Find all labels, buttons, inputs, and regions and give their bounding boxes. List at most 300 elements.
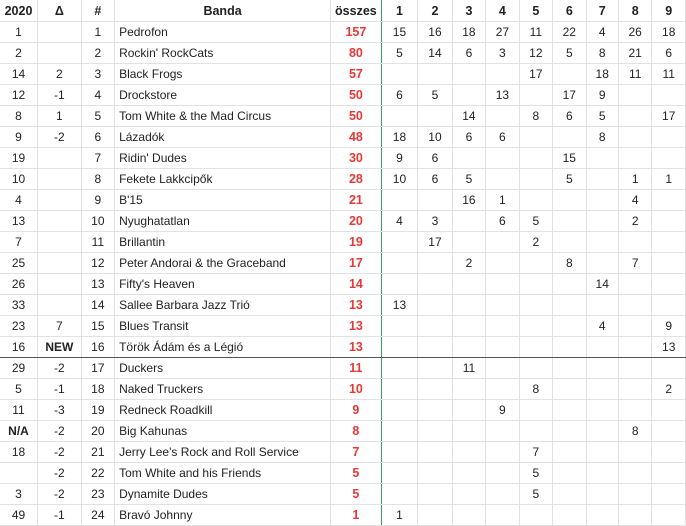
cell-round-9[interactable]: 9: [652, 316, 686, 337]
cell-total[interactable]: 5: [331, 484, 382, 505]
col-header-round-2[interactable]: 2: [418, 0, 452, 22]
cell-round-4[interactable]: [486, 274, 519, 295]
cell-round-9[interactable]: [652, 190, 686, 211]
cell-round-5[interactable]: 5: [519, 484, 552, 505]
cell-rank[interactable]: 24: [81, 505, 114, 526]
cell-round-1[interactable]: 9: [381, 148, 418, 169]
cell-round-5[interactable]: [519, 505, 552, 526]
cell-round-8[interactable]: [618, 358, 651, 379]
cell-round-9[interactable]: [652, 127, 686, 148]
cell-round-4[interactable]: [486, 295, 519, 316]
cell-round-5[interactable]: 17: [519, 64, 552, 85]
cell-round-9[interactable]: 18: [652, 22, 686, 43]
cell-round-4[interactable]: [486, 484, 519, 505]
cell-band[interactable]: B'15: [115, 190, 331, 211]
cell-round-7[interactable]: [586, 148, 618, 169]
cell-round-4[interactable]: [486, 253, 519, 274]
col-header-round-8[interactable]: 8: [618, 0, 651, 22]
cell-total[interactable]: 50: [331, 106, 382, 127]
cell-round-5[interactable]: 5: [519, 211, 552, 232]
cell-delta[interactable]: [38, 148, 82, 169]
cell-round-5[interactable]: [519, 253, 552, 274]
cell-round-9[interactable]: [652, 400, 686, 421]
cell-2020[interactable]: 12: [0, 85, 38, 106]
cell-round-3[interactable]: 6: [452, 43, 485, 64]
cell-2020[interactable]: 2: [0, 43, 38, 64]
cell-round-7[interactable]: [586, 484, 618, 505]
cell-band[interactable]: Tom White and his Friends: [115, 463, 331, 484]
cell-round-7[interactable]: [586, 379, 618, 400]
cell-2020[interactable]: 11: [0, 400, 38, 421]
cell-round-3[interactable]: 2: [452, 253, 485, 274]
cell-round-1[interactable]: 18: [381, 127, 418, 148]
cell-round-9[interactable]: 11: [652, 64, 686, 85]
cell-total[interactable]: 50: [331, 85, 382, 106]
cell-total[interactable]: 21: [331, 190, 382, 211]
cell-2020[interactable]: 29: [0, 358, 38, 379]
cell-rank[interactable]: 4: [81, 85, 114, 106]
cell-band[interactable]: Duckers: [115, 358, 331, 379]
cell-rank[interactable]: 9: [81, 190, 114, 211]
cell-round-5[interactable]: [519, 148, 552, 169]
cell-round-5[interactable]: 11: [519, 22, 552, 43]
cell-round-6[interactable]: [553, 232, 586, 253]
cell-round-9[interactable]: 17: [652, 106, 686, 127]
cell-band[interactable]: Ridin' Dudes: [115, 148, 331, 169]
cell-total[interactable]: 57: [331, 64, 382, 85]
cell-total[interactable]: 28: [331, 169, 382, 190]
cell-round-6[interactable]: [553, 337, 586, 358]
cell-round-6[interactable]: [553, 64, 586, 85]
cell-delta[interactable]: -2: [38, 484, 82, 505]
cell-band[interactable]: Blues Transit: [115, 316, 331, 337]
cell-delta[interactable]: -2: [38, 421, 82, 442]
cell-band[interactable]: Sallee Barbara Jazz Trió: [115, 295, 331, 316]
cell-2020[interactable]: 18: [0, 442, 38, 463]
cell-round-4[interactable]: 6: [486, 127, 519, 148]
cell-rank[interactable]: 3: [81, 64, 114, 85]
cell-rank[interactable]: 20: [81, 421, 114, 442]
cell-total[interactable]: 13: [331, 316, 382, 337]
cell-round-7[interactable]: [586, 442, 618, 463]
cell-total[interactable]: 20: [331, 211, 382, 232]
cell-2020[interactable]: 5: [0, 379, 38, 400]
cell-rank[interactable]: 7: [81, 148, 114, 169]
col-header-rank[interactable]: #: [81, 0, 114, 22]
cell-round-2[interactable]: [418, 295, 452, 316]
cell-round-3[interactable]: [452, 379, 485, 400]
cell-round-2[interactable]: [418, 106, 452, 127]
cell-round-9[interactable]: [652, 253, 686, 274]
cell-delta[interactable]: [38, 43, 82, 64]
cell-round-2[interactable]: [418, 400, 452, 421]
cell-round-3[interactable]: [452, 295, 485, 316]
cell-delta[interactable]: [38, 295, 82, 316]
cell-total[interactable]: 10: [331, 379, 382, 400]
cell-round-1[interactable]: [381, 232, 418, 253]
cell-total[interactable]: 11: [331, 358, 382, 379]
cell-round-5[interactable]: [519, 127, 552, 148]
cell-round-6[interactable]: [553, 484, 586, 505]
cell-round-7[interactable]: [586, 337, 618, 358]
cell-round-6[interactable]: 22: [553, 22, 586, 43]
cell-round-6[interactable]: [553, 316, 586, 337]
cell-total[interactable]: 30: [331, 148, 382, 169]
col-header-round-3[interactable]: 3: [452, 0, 485, 22]
cell-rank[interactable]: 18: [81, 379, 114, 400]
cell-total[interactable]: 14: [331, 274, 382, 295]
cell-band[interactable]: Lázadók: [115, 127, 331, 148]
cell-round-8[interactable]: [618, 484, 651, 505]
cell-round-7[interactable]: [586, 169, 618, 190]
cell-round-4[interactable]: [486, 505, 519, 526]
cell-rank[interactable]: 17: [81, 358, 114, 379]
cell-total[interactable]: 7: [331, 442, 382, 463]
cell-round-6[interactable]: [553, 421, 586, 442]
cell-round-8[interactable]: 2: [618, 211, 651, 232]
cell-round-6[interactable]: [553, 190, 586, 211]
cell-round-3[interactable]: [452, 274, 485, 295]
cell-round-1[interactable]: 13: [381, 295, 418, 316]
cell-round-2[interactable]: [418, 358, 452, 379]
col-header-round-6[interactable]: 6: [553, 0, 586, 22]
cell-rank[interactable]: 21: [81, 442, 114, 463]
cell-round-3[interactable]: [452, 64, 485, 85]
cell-2020[interactable]: 33: [0, 295, 38, 316]
cell-round-4[interactable]: 1: [486, 190, 519, 211]
cell-rank[interactable]: 22: [81, 463, 114, 484]
cell-round-5[interactable]: [519, 316, 552, 337]
cell-delta[interactable]: -2: [38, 358, 82, 379]
cell-round-9[interactable]: [652, 148, 686, 169]
cell-rank[interactable]: 19: [81, 400, 114, 421]
cell-round-7[interactable]: 8: [586, 43, 618, 64]
cell-round-2[interactable]: 6: [418, 169, 452, 190]
cell-2020[interactable]: 19: [0, 148, 38, 169]
cell-delta[interactable]: 2: [38, 64, 82, 85]
cell-round-8[interactable]: 21: [618, 43, 651, 64]
cell-2020[interactable]: 14: [0, 64, 38, 85]
cell-rank[interactable]: 2: [81, 43, 114, 64]
cell-round-2[interactable]: 17: [418, 232, 452, 253]
cell-round-2[interactable]: [418, 505, 452, 526]
cell-round-3[interactable]: [452, 400, 485, 421]
cell-delta[interactable]: -2: [38, 127, 82, 148]
cell-round-8[interactable]: [618, 379, 651, 400]
cell-round-2[interactable]: 3: [418, 211, 452, 232]
cell-delta[interactable]: -3: [38, 400, 82, 421]
cell-round-6[interactable]: [553, 442, 586, 463]
col-header-round-4[interactable]: 4: [486, 0, 519, 22]
cell-round-1[interactable]: [381, 64, 418, 85]
cell-round-1[interactable]: [381, 190, 418, 211]
cell-2020[interactable]: 8: [0, 106, 38, 127]
cell-band[interactable]: Török Ádám és a Légió: [115, 337, 331, 358]
col-header-total[interactable]: összes: [331, 0, 382, 22]
cell-delta[interactable]: -2: [38, 463, 82, 484]
cell-round-5[interactable]: 5: [519, 463, 552, 484]
cell-round-7[interactable]: [586, 505, 618, 526]
cell-round-5[interactable]: 2: [519, 232, 552, 253]
cell-round-7[interactable]: 4: [586, 22, 618, 43]
cell-round-7[interactable]: 8: [586, 127, 618, 148]
cell-round-2[interactable]: [418, 316, 452, 337]
cell-round-7[interactable]: [586, 232, 618, 253]
cell-round-1[interactable]: [381, 463, 418, 484]
cell-round-5[interactable]: [519, 274, 552, 295]
cell-total[interactable]: 80: [331, 43, 382, 64]
cell-round-6[interactable]: 17: [553, 85, 586, 106]
cell-rank[interactable]: 14: [81, 295, 114, 316]
cell-2020[interactable]: 49: [0, 505, 38, 526]
cell-round-5[interactable]: [519, 85, 552, 106]
cell-round-8[interactable]: [618, 400, 651, 421]
col-header-round-5[interactable]: 5: [519, 0, 552, 22]
cell-round-7[interactable]: [586, 190, 618, 211]
cell-round-3[interactable]: [452, 442, 485, 463]
cell-round-6[interactable]: 5: [553, 169, 586, 190]
cell-round-6[interactable]: [553, 463, 586, 484]
cell-round-6[interactable]: [553, 211, 586, 232]
cell-2020[interactable]: 3: [0, 484, 38, 505]
cell-round-3[interactable]: 14: [452, 106, 485, 127]
cell-round-4[interactable]: [486, 379, 519, 400]
cell-band[interactable]: Pedrofon: [115, 22, 331, 43]
cell-2020[interactable]: 7: [0, 232, 38, 253]
cell-round-4[interactable]: [486, 316, 519, 337]
cell-round-3[interactable]: 11: [452, 358, 485, 379]
cell-round-1[interactable]: [381, 400, 418, 421]
cell-round-3[interactable]: 6: [452, 127, 485, 148]
cell-round-3[interactable]: [452, 337, 485, 358]
cell-round-3[interactable]: 5: [452, 169, 485, 190]
col-header-round-1[interactable]: 1: [381, 0, 418, 22]
cell-round-5[interactable]: [519, 190, 552, 211]
cell-round-9[interactable]: [652, 505, 686, 526]
cell-round-7[interactable]: [586, 253, 618, 274]
cell-round-6[interactable]: [553, 358, 586, 379]
cell-delta[interactable]: -1: [38, 85, 82, 106]
cell-delta[interactable]: [38, 211, 82, 232]
cell-round-7[interactable]: [586, 421, 618, 442]
cell-round-9[interactable]: [652, 463, 686, 484]
cell-total[interactable]: 157: [331, 22, 382, 43]
cell-band[interactable]: Fifty's Heaven: [115, 274, 331, 295]
cell-band[interactable]: Nyughatatlan: [115, 211, 331, 232]
cell-round-6[interactable]: 8: [553, 253, 586, 274]
cell-round-8[interactable]: [618, 463, 651, 484]
cell-round-5[interactable]: 7: [519, 442, 552, 463]
cell-round-5[interactable]: [519, 295, 552, 316]
cell-round-9[interactable]: [652, 274, 686, 295]
cell-delta[interactable]: [38, 169, 82, 190]
cell-round-1[interactable]: 15: [381, 22, 418, 43]
cell-2020[interactable]: 13: [0, 211, 38, 232]
cell-band[interactable]: Peter Andorai & the Graceband: [115, 253, 331, 274]
cell-round-8[interactable]: [618, 295, 651, 316]
cell-delta[interactable]: [38, 22, 82, 43]
cell-round-1[interactable]: [381, 274, 418, 295]
cell-delta[interactable]: -1: [38, 505, 82, 526]
cell-total[interactable]: 9: [331, 400, 382, 421]
cell-round-1[interactable]: 5: [381, 43, 418, 64]
cell-round-1[interactable]: [381, 442, 418, 463]
cell-band[interactable]: Drockstore: [115, 85, 331, 106]
cell-round-6[interactable]: [553, 295, 586, 316]
cell-round-7[interactable]: 18: [586, 64, 618, 85]
cell-round-8[interactable]: [618, 337, 651, 358]
cell-round-3[interactable]: [452, 232, 485, 253]
cell-round-2[interactable]: [418, 442, 452, 463]
cell-2020[interactable]: N/A: [0, 421, 38, 442]
cell-round-9[interactable]: [652, 295, 686, 316]
cell-round-7[interactable]: 5: [586, 106, 618, 127]
cell-band[interactable]: Bravó Johnny: [115, 505, 331, 526]
cell-round-8[interactable]: 4: [618, 190, 651, 211]
cell-round-9[interactable]: [652, 358, 686, 379]
cell-rank[interactable]: 23: [81, 484, 114, 505]
cell-round-4[interactable]: [486, 64, 519, 85]
cell-rank[interactable]: 5: [81, 106, 114, 127]
cell-2020[interactable]: 26: [0, 274, 38, 295]
cell-round-4[interactable]: [486, 358, 519, 379]
cell-round-4[interactable]: [486, 232, 519, 253]
cell-round-1[interactable]: [381, 358, 418, 379]
cell-round-3[interactable]: 18: [452, 22, 485, 43]
cell-round-8[interactable]: [618, 127, 651, 148]
cell-total[interactable]: 17: [331, 253, 382, 274]
cell-round-4[interactable]: [486, 106, 519, 127]
cell-round-3[interactable]: [452, 505, 485, 526]
cell-round-6[interactable]: [553, 400, 586, 421]
cell-band[interactable]: Brillantin: [115, 232, 331, 253]
cell-delta[interactable]: NEW: [38, 337, 82, 358]
cell-round-1[interactable]: [381, 484, 418, 505]
cell-delta[interactable]: -2: [38, 442, 82, 463]
cell-round-8[interactable]: 1: [618, 169, 651, 190]
cell-round-2[interactable]: [418, 421, 452, 442]
cell-round-4[interactable]: 27: [486, 22, 519, 43]
cell-round-3[interactable]: [452, 211, 485, 232]
cell-round-2[interactable]: 5: [418, 85, 452, 106]
cell-round-8[interactable]: [618, 442, 651, 463]
cell-round-4[interactable]: [486, 421, 519, 442]
cell-round-1[interactable]: [381, 253, 418, 274]
cell-round-6[interactable]: [553, 505, 586, 526]
cell-delta[interactable]: [38, 274, 82, 295]
cell-round-8[interactable]: [618, 148, 651, 169]
cell-round-2[interactable]: [418, 190, 452, 211]
cell-delta[interactable]: 7: [38, 316, 82, 337]
cell-round-8[interactable]: [618, 85, 651, 106]
cell-round-5[interactable]: [519, 400, 552, 421]
cell-round-1[interactable]: [381, 379, 418, 400]
cell-round-2[interactable]: [418, 379, 452, 400]
cell-round-4[interactable]: 3: [486, 43, 519, 64]
cell-total[interactable]: 8: [331, 421, 382, 442]
cell-round-1[interactable]: 6: [381, 85, 418, 106]
cell-rank[interactable]: 6: [81, 127, 114, 148]
cell-band[interactable]: Redneck Roadkill: [115, 400, 331, 421]
cell-2020[interactable]: 16: [0, 337, 38, 358]
cell-round-2[interactable]: 6: [418, 148, 452, 169]
cell-round-2[interactable]: [418, 253, 452, 274]
cell-round-8[interactable]: [618, 106, 651, 127]
cell-round-2[interactable]: [418, 484, 452, 505]
col-header-2020[interactable]: 2020: [0, 0, 38, 22]
cell-round-9[interactable]: [652, 442, 686, 463]
cell-2020[interactable]: 9: [0, 127, 38, 148]
cell-round-4[interactable]: 13: [486, 85, 519, 106]
cell-total[interactable]: 13: [331, 337, 382, 358]
cell-round-2[interactable]: 16: [418, 22, 452, 43]
cell-round-8[interactable]: 8: [618, 421, 651, 442]
cell-round-6[interactable]: 15: [553, 148, 586, 169]
cell-round-3[interactable]: [452, 421, 485, 442]
cell-rank[interactable]: 11: [81, 232, 114, 253]
cell-round-9[interactable]: 2: [652, 379, 686, 400]
cell-round-9[interactable]: [652, 211, 686, 232]
cell-round-7[interactable]: [586, 358, 618, 379]
cell-band[interactable]: Dynamite Dudes: [115, 484, 331, 505]
cell-round-3[interactable]: [452, 463, 485, 484]
cell-round-9[interactable]: [652, 232, 686, 253]
cell-round-4[interactable]: 6: [486, 211, 519, 232]
cell-round-9[interactable]: [652, 484, 686, 505]
cell-round-5[interactable]: [519, 337, 552, 358]
cell-band[interactable]: Jerry Lee's Rock and Roll Service: [115, 442, 331, 463]
cell-round-6[interactable]: 5: [553, 43, 586, 64]
cell-round-5[interactable]: [519, 169, 552, 190]
cell-round-7[interactable]: [586, 295, 618, 316]
cell-2020[interactable]: 23: [0, 316, 38, 337]
cell-band[interactable]: Tom White & the Mad Circus: [115, 106, 331, 127]
cell-2020[interactable]: 1: [0, 22, 38, 43]
cell-total[interactable]: 5: [331, 463, 382, 484]
cell-round-2[interactable]: [418, 337, 452, 358]
cell-round-5[interactable]: 8: [519, 106, 552, 127]
cell-round-6[interactable]: [553, 127, 586, 148]
cell-total[interactable]: 1: [331, 505, 382, 526]
cell-round-3[interactable]: [452, 484, 485, 505]
cell-round-1[interactable]: 4: [381, 211, 418, 232]
cell-round-7[interactable]: 14: [586, 274, 618, 295]
cell-round-5[interactable]: [519, 421, 552, 442]
cell-2020[interactable]: [0, 463, 38, 484]
cell-round-9[interactable]: [652, 421, 686, 442]
cell-round-7[interactable]: [586, 463, 618, 484]
cell-band[interactable]: Fekete Lakkcipők: [115, 169, 331, 190]
cell-round-2[interactable]: [418, 463, 452, 484]
cell-delta[interactable]: 1: [38, 106, 82, 127]
cell-round-4[interactable]: [486, 169, 519, 190]
cell-round-1[interactable]: [381, 421, 418, 442]
cell-round-7[interactable]: 9: [586, 85, 618, 106]
cell-round-8[interactable]: 7: [618, 253, 651, 274]
cell-round-5[interactable]: 12: [519, 43, 552, 64]
cell-delta[interactable]: -1: [38, 379, 82, 400]
cell-round-7[interactable]: [586, 211, 618, 232]
cell-round-2[interactable]: 14: [418, 43, 452, 64]
cell-band[interactable]: Naked Truckers: [115, 379, 331, 400]
cell-band[interactable]: Black Frogs: [115, 64, 331, 85]
cell-round-1[interactable]: [381, 106, 418, 127]
cell-round-5[interactable]: [519, 358, 552, 379]
cell-round-8[interactable]: [618, 274, 651, 295]
cell-round-3[interactable]: [452, 148, 485, 169]
cell-rank[interactable]: 1: [81, 22, 114, 43]
cell-delta[interactable]: [38, 253, 82, 274]
